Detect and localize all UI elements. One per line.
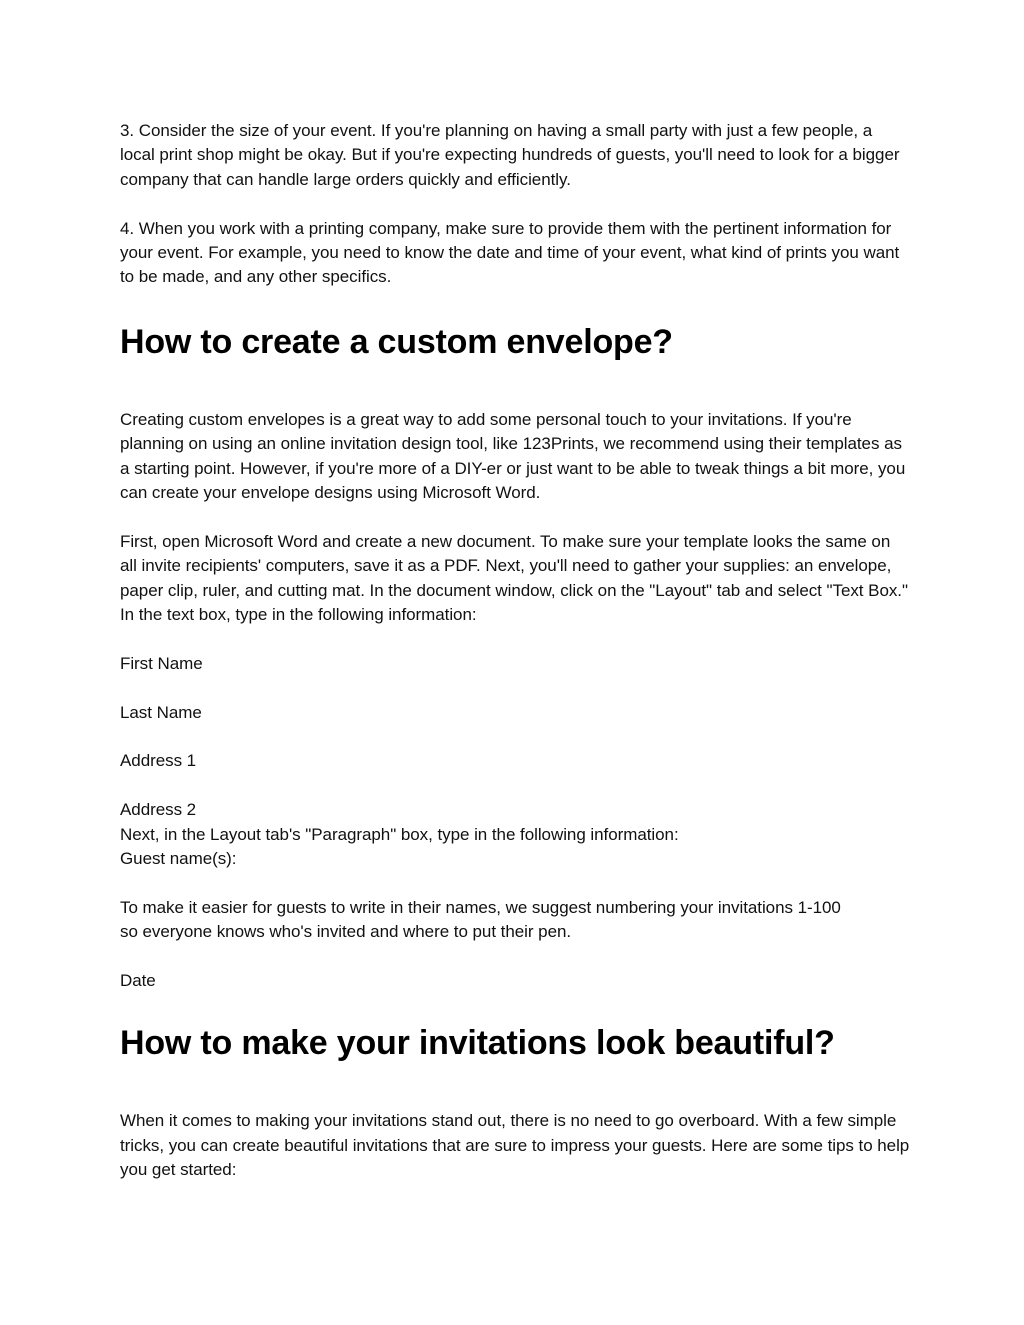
document-page <box>120 119 910 1183</box>
field-address-2: Address 2 <box>120 800 197 820</box>
list-item-4: 4. When you work with a printing company, make sure to provide them with the pertinent information for your event. For example, you need to know the date and time of your event, what kind of prints you want to be made, and any other specifics. <box>120 218 900 287</box>
beautiful-intro-paragraph: When it comes to making your invitations stand out, there is no need to go overboard. With a few simple tricks, you can create beautiful invitations that are sure to impress your guests. Here are some tips to help you get started: <box>120 1111 910 1180</box>
numbering-tip-paragraph: To make it easier for guests to write in their names, we suggest numbering your invitations 1-100 so everyone knows who's invited and where to put their pen. <box>120 897 841 942</box>
field-last-name: Last Name <box>120 702 202 722</box>
field-first-name: First Name <box>120 653 203 673</box>
date-line: Date <box>120 971 156 991</box>
envelope-intro-paragraph: Creating custom envelopes is a great way to add some personal touch to your invitations. If you're planning on using an online invitation design tool, like 123Prints, we recommend using their templates as a starting point. However, if you're more of a DIY-er or just want to be able to tweak things a bit more, you can create your envelope designs using Microsoft Word. <box>120 409 906 503</box>
field-address-1: Address 1 <box>120 751 197 771</box>
envelope-steps-paragraph: First, open Microsoft Word and create a new document. To make sure your template looks the same on all invite recipients' computers, save it as a PDF. Next, you'll need to gather your supplies: an envelope, paper clip, ruler, and cutting mat. In the document window, click on the "Layout" tab and select "Text Box." In the text box, type in the following information: <box>120 531 908 625</box>
heading-custom-envelope: How to create a custom envelope? <box>120 322 673 361</box>
heading-invitations-beautiful: How to make your invitations look beautiful? <box>120 1024 835 1063</box>
guest-names-line: Guest name(s): <box>120 849 237 869</box>
paragraph-box-instruction: Next, in the Layout tab's "Paragraph" box, type in the following information: <box>120 824 679 844</box>
list-item-3: 3. Consider the size of your event. If you're planning on having a small party with just a few people, a local print shop might be okay. But if you're expecting hundreds of guests, you'll need to look for a bigger company that can handle large orders quickly and efficiently. <box>120 121 900 189</box>
